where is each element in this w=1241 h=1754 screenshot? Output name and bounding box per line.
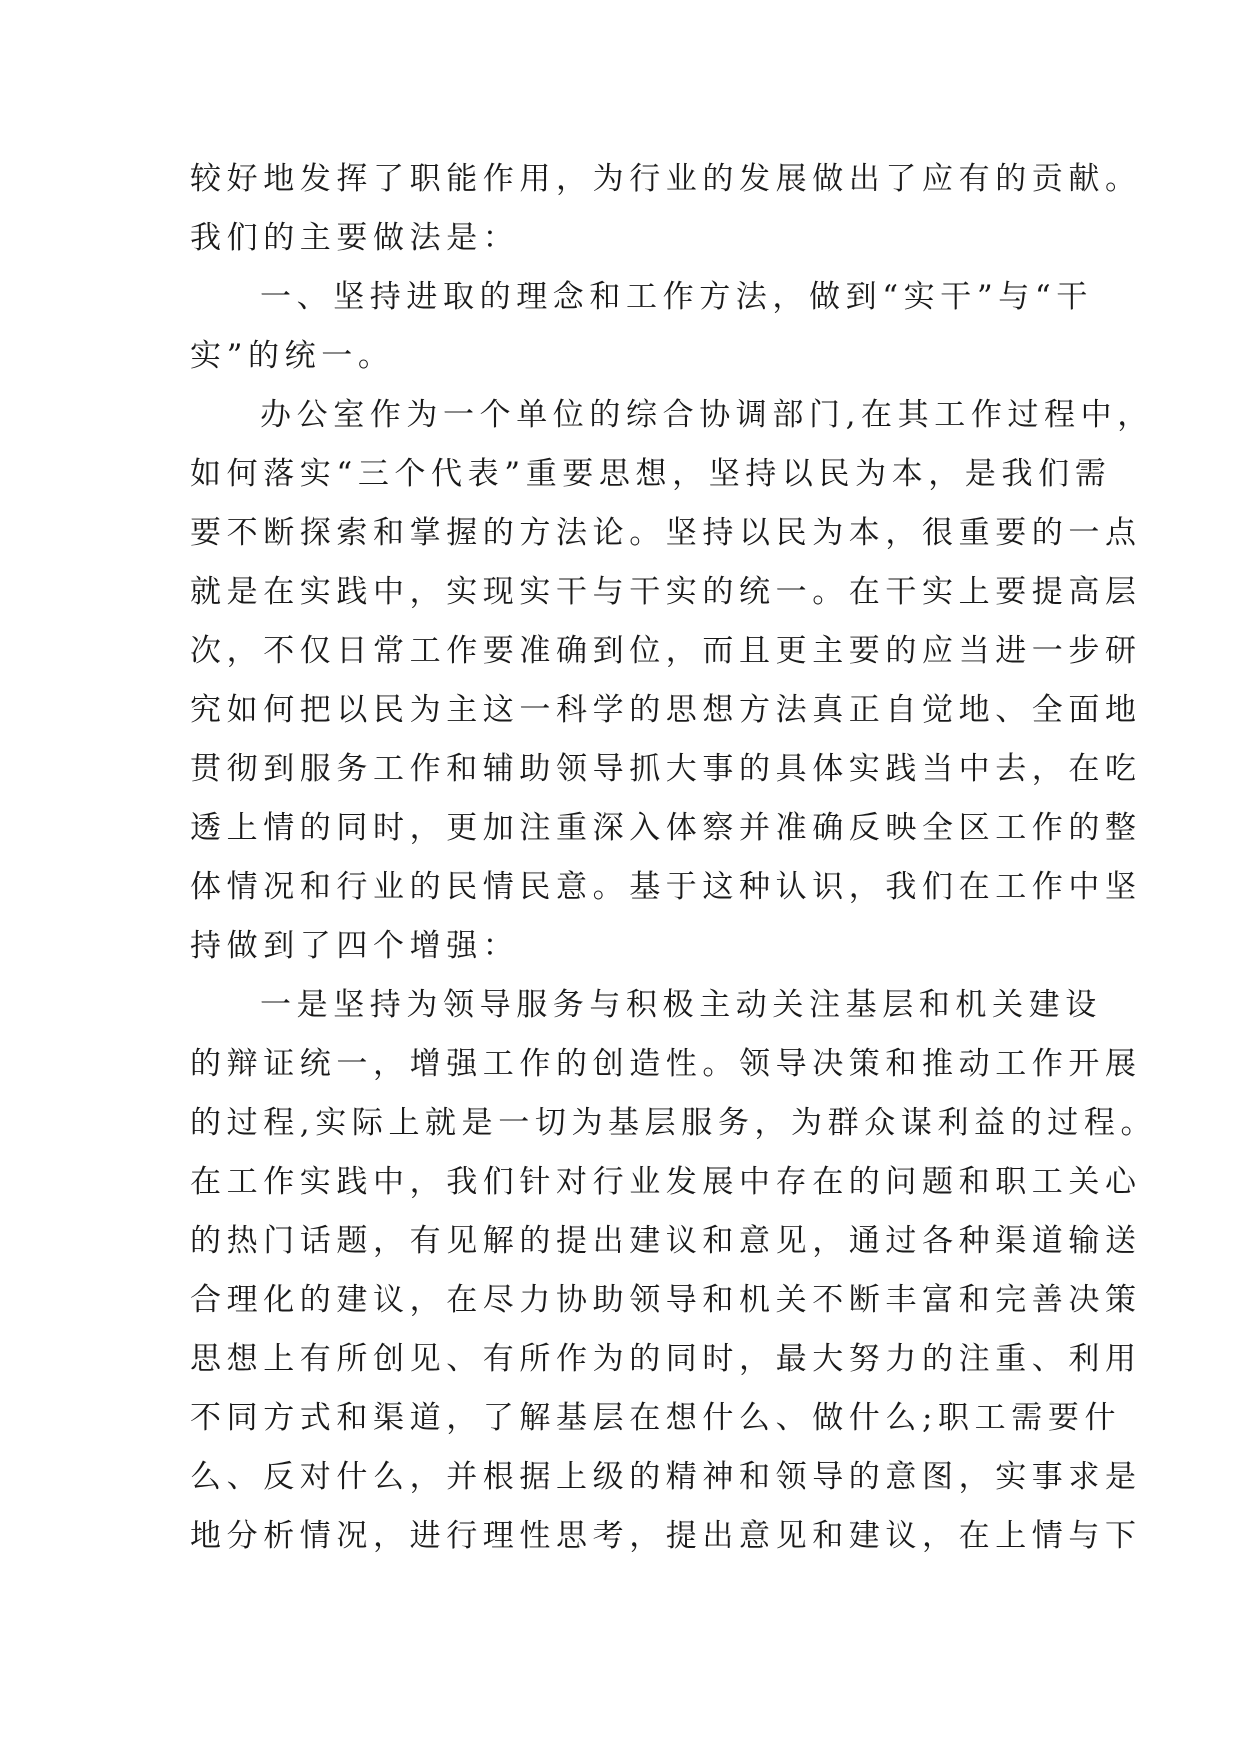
text-line: 就是在实践中，实现实干与干实的统一。在干实上要提高层 — [190, 574, 1142, 610]
document-body — [190, 150, 1158, 1566]
text-line: 么、反对什么，并根据上级的精神和领导的意图，实事求是 — [190, 1459, 1142, 1495]
text-line: 较好地发挥了职能作用，为行业的发展做出了应有的贡献。 — [190, 161, 1142, 197]
section-heading-line: 实”的统一。 — [190, 338, 395, 374]
text-line: 如何落实“三个代表”重要思想，坚持以民为本，是我们需 — [190, 456, 1112, 492]
text-line: 不同方式和渠道，了解基层在想什么、做什么;职工需要什 — [190, 1400, 1122, 1436]
text-line: 持做到了四个增强： — [190, 928, 520, 964]
text-line: 思想上有所创见、有所作为的同时，最大努力的注重、利用 — [190, 1341, 1142, 1377]
text-line: 一是坚持为领导服务与积极主动关注基层和机关建设 — [260, 987, 1102, 1023]
text-line: 体情况和行业的民情民意。基于这种认识，我们在工作中坚 — [190, 869, 1142, 905]
text-line: 次，不仅日常工作要准确到位，而且更主要的应当进一步研 — [190, 633, 1142, 669]
text-line: 的热门话题，有见解的提出建议和意见，通过各种渠道输送 — [190, 1223, 1142, 1259]
text-line: 合理化的建议，在尽力协助领导和机关不断丰富和完善决策 — [190, 1282, 1142, 1318]
text-line: 办公室作为一个单位的综合协调部门,在其工作过程中， — [260, 397, 1154, 433]
text-line: 地分析情况，进行理性思考，提出意见和建议，在上情与下 — [190, 1518, 1142, 1554]
text-line: 贯彻到服务工作和辅助领导抓大事的具体实践当中去，在吃 — [190, 751, 1142, 787]
section-heading-line: 一、坚持进取的理念和工作方法，做到“实干”与“干 — [260, 279, 1093, 315]
text-line: 的过程,实际上就是一切为基层服务，为群众谋利益的过程。 — [190, 1105, 1158, 1141]
text-line: 究如何把以民为主这一科学的思想方法真正自觉地、全面地 — [190, 692, 1142, 728]
text-line: 要不断探索和掌握的方法论。坚持以民为本，很重要的一点 — [190, 515, 1142, 551]
text-line: 在工作实践中，我们针对行业发展中存在的问题和职工关心 — [190, 1164, 1142, 1200]
text-line: 我们的主要做法是： — [190, 220, 520, 256]
text-line: 的辩证统一，增强工作的创造性。领导决策和推动工作开展 — [190, 1046, 1142, 1082]
text-line: 透上情的同时，更加注重深入体察并准确反映全区工作的整 — [190, 810, 1142, 846]
